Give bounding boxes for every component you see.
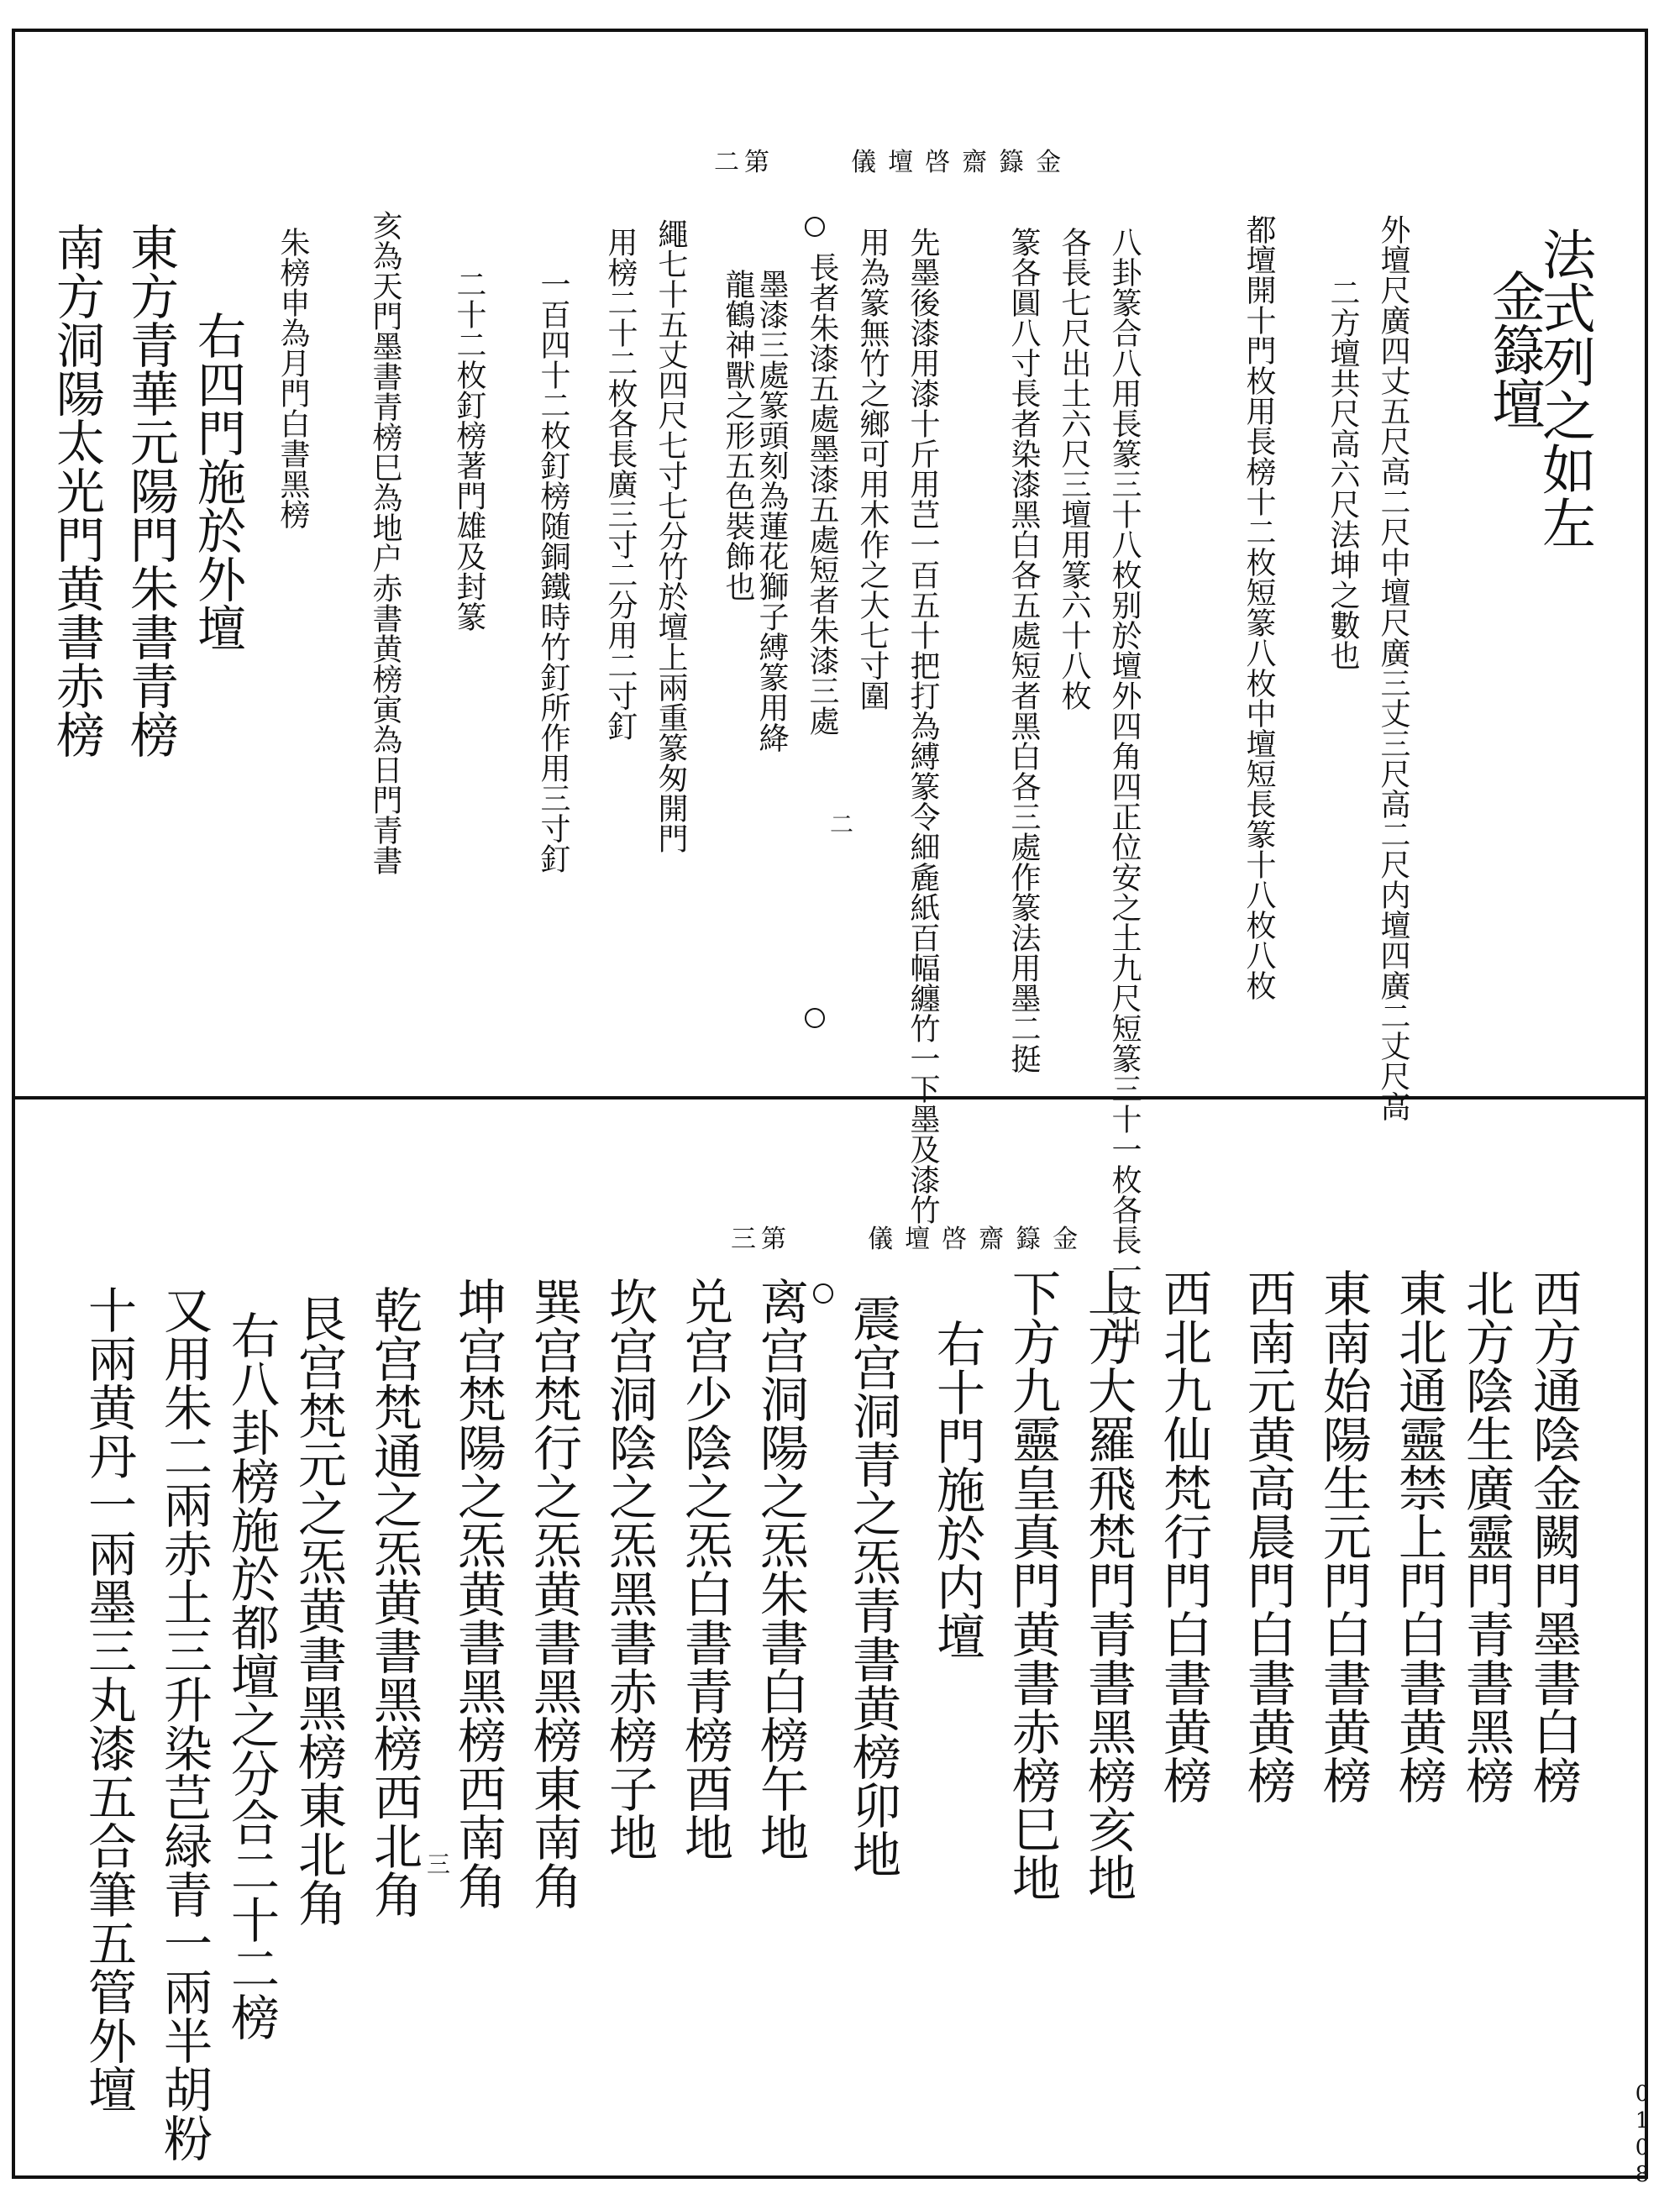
- text-column: 又用朱二兩赤土三升染芑緑青一兩半胡粉: [155, 1285, 213, 2162]
- text-column: 亥為天門墨書青榜巳為地户赤書黄榜寅為日門青書: [368, 210, 402, 875]
- page-sidebar-number: 0108: [1630, 2081, 1655, 2189]
- text-column: 西南元黄高晨門白書黄榜: [1239, 1268, 1296, 1804]
- text-column: 朱榜申為月門白書黑榜: [276, 227, 310, 529]
- text-column: 南方洞陽太光門黄書赤榜: [48, 223, 105, 758]
- text-column: 巽宫梵行之炁黄書黑榜東南角: [525, 1277, 582, 1910]
- page-number-top: 二: [830, 811, 854, 838]
- text-column: 下方九靈皇真門黄書赤榜巳地: [1004, 1268, 1061, 1902]
- text-column: 右八卦榜施於都壇之分合二十二榜: [223, 1310, 280, 2041]
- text-column: 東南始陽生元門白書黄榜: [1315, 1268, 1372, 1804]
- text-column: 長者朱漆五處墨漆五處短者朱漆三處: [805, 252, 839, 736]
- circle-mark: [805, 217, 825, 237]
- text-column: 上方大羅飛梵門青書黑榜亥地: [1079, 1268, 1137, 1902]
- text-column: 東方青華元陽門朱書青榜: [122, 223, 179, 758]
- text-column: 艮宫梵元之炁黄書黑榜東北角: [290, 1294, 347, 1927]
- text-column: 用為篆無竹之鄉可用木作之大七寸圍: [855, 227, 890, 711]
- text-column: 离宫洞陽之炁朱書白榜午地: [752, 1277, 809, 1861]
- running-head-title: 金籙齋啓壇儀: [851, 148, 1074, 177]
- text-column: 坤宫梵陽之炁黄書黑榜西南角: [449, 1277, 507, 1910]
- text-column: 乾宫梵通之炁黄書黑榜西北角: [365, 1285, 423, 1918]
- text-column: 右四門施於外壇: [189, 311, 246, 652]
- text-column: 龍鶴神獸之形五色裝飾也: [721, 269, 755, 601]
- text-column: 金籙壇: [1483, 269, 1545, 430]
- text-column: 兑宫少陰之炁白書青榜酉地: [676, 1277, 733, 1861]
- page-number-bottom: 三: [427, 1850, 451, 1878]
- text-column: 先墨後漆用漆十斤用芑一百五十把打為縛篆令細麁紙百幅纏竹一下墨及漆竹: [906, 227, 940, 1225]
- running-head-section: 第二: [714, 148, 774, 177]
- text-column: 八卦篆合八用長篆三十八枚别於壇外四角四正位安之土九尺短篆三十一枚各長一丈出: [1107, 227, 1142, 1346]
- text-column: 繩七十五丈四尺七寸七分竹於壇上兩重篆匆開門: [654, 218, 688, 853]
- text-column: 二十二枚釘榜著門雄及封篆: [452, 269, 486, 632]
- running-head-title: 金籙齋啓壇儀: [868, 1225, 1090, 1254]
- text-column: 東北通靈禁上門白書黄榜: [1390, 1268, 1447, 1804]
- text-column: 篆各圓八寸長者染漆黑白各五處短者黑白各三處作篆法用墨二挺: [1006, 227, 1041, 1073]
- text-column: 都壇開十門枚用長榜十二枚短篆八枚中壇短長篆十八枚八枚: [1242, 214, 1276, 1000]
- circle-mark: [805, 1008, 825, 1028]
- text-column: 外壇尺廣四丈五尺高二尺中壇尺廣三丈三尺高二尺内壇四廣二丈尺高: [1376, 214, 1410, 1121]
- text-column: 西北九仙梵行門白書黄榜: [1155, 1268, 1212, 1804]
- text-column: 震宫洞青之炁青書黄榜卯地: [844, 1294, 901, 1878]
- running-head-top: [714, 141, 1073, 178]
- text-column: 用榜二十二枚各長廣三寸二分用二寸釘: [603, 227, 638, 741]
- circle-mark: [813, 1283, 833, 1304]
- text-column: 一百四十二枚釘榜随銅鐵時竹釘所作用三寸釘: [536, 269, 570, 874]
- text-column: 二方壇共尺高六尺法坤之數也: [1326, 277, 1360, 670]
- text-column: 墨漆三處篆頭刻為蓮花獅子縛篆用絳: [754, 269, 789, 753]
- text-column: 北方陰生廣靈門青書黑榜: [1457, 1268, 1515, 1804]
- text-column: 坎宫洞陰之炁黑書赤榜子地: [601, 1277, 658, 1861]
- text-column: 右十門施於内壇: [928, 1319, 985, 1660]
- text-column: 十兩黄丹一兩墨三丸漆五合筆五管外壇: [80, 1285, 137, 2113]
- text-column: 各長七尺出土六尺三壇用篆六十八枚: [1057, 227, 1091, 711]
- running-head-section: 第三: [731, 1225, 791, 1254]
- text-column: 法式列之如左: [1533, 227, 1595, 549]
- running-head-bottom: [731, 1218, 1089, 1255]
- text-column: 西方通陰金闕門墨書白榜: [1525, 1268, 1582, 1804]
